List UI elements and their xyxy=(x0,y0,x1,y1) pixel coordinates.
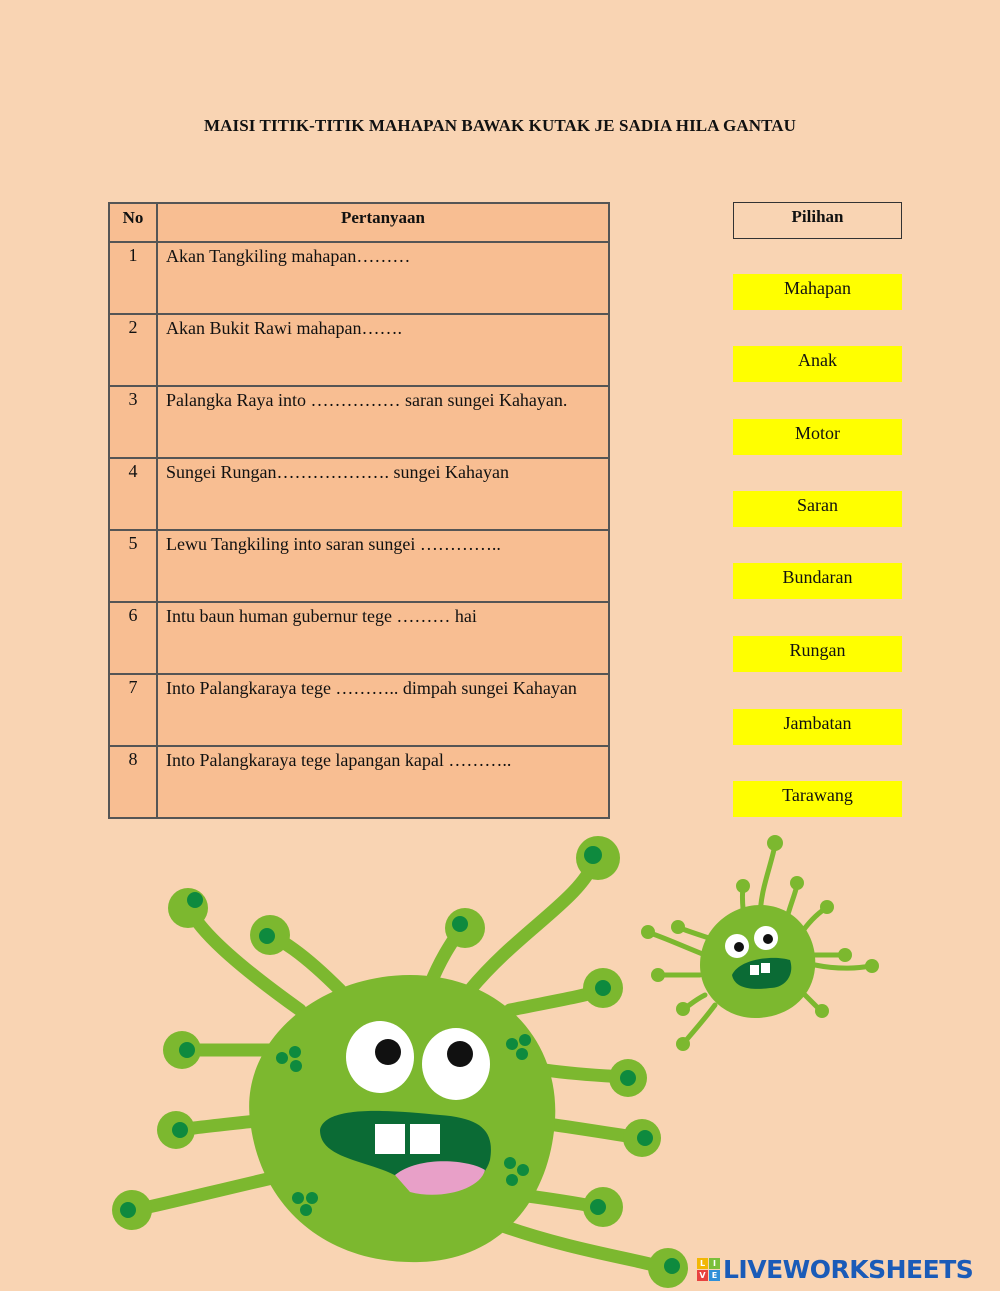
question-text: Into Palangkaraya tege ……….. dimpah sungei Kahayan xyxy=(157,674,609,746)
logo-mark-icon: L I V E xyxy=(697,1258,720,1281)
table-row xyxy=(109,746,609,818)
table-row xyxy=(109,242,609,314)
table-row xyxy=(109,314,609,386)
table-row xyxy=(109,674,609,746)
choice-jambatan[interactable]: Jambatan xyxy=(733,709,902,745)
choice-rungan[interactable]: Rungan xyxy=(733,636,902,672)
table-header-row xyxy=(109,203,609,242)
row-number: 3 xyxy=(109,386,157,458)
worksheet-title: MAISI TITIK-TITIK MAHAPAN BAWAK KUTAK JE SADIA HILA GANTAU xyxy=(203,116,797,135)
choice-anak[interactable]: Anak xyxy=(733,346,902,382)
row-number: 1 xyxy=(109,242,157,314)
question-text: Akan Tangkiling mahapan……… xyxy=(157,242,609,314)
choice-saran[interactable]: Saran xyxy=(733,491,902,527)
row-number: 2 xyxy=(109,314,157,386)
questions-table xyxy=(108,202,610,819)
microbe-illustration xyxy=(0,820,1000,1291)
question-text: Sungei Rungan………………. sungei Kahayan xyxy=(157,458,609,530)
table-row xyxy=(109,530,609,602)
choice-motor[interactable]: Motor xyxy=(733,419,902,455)
row-number: 4 xyxy=(109,458,157,530)
choice-bundaran[interactable]: Bundaran xyxy=(733,563,902,599)
table-row xyxy=(109,602,609,674)
question-text: Into Palangkaraya tege lapangan kapal ……….. xyxy=(157,746,609,818)
choice-mahapan[interactable]: Mahapan xyxy=(733,274,902,310)
choices-header: Pilihan xyxy=(733,202,902,239)
row-number: 8 xyxy=(109,746,157,818)
question-text: Akan Bukit Rawi mahapan……. xyxy=(157,314,609,386)
question-text: Lewu Tangkiling into saran sungei ………….. xyxy=(157,530,609,602)
row-number: 6 xyxy=(109,602,157,674)
table-row xyxy=(109,386,609,458)
choice-tarawang[interactable]: Tarawang xyxy=(733,781,902,817)
row-number: 5 xyxy=(109,530,157,602)
question-text: Intu baun human gubernur tege ……… hai xyxy=(157,602,609,674)
logo-text: LIVEWORKSHEETS xyxy=(723,1254,974,1284)
liveworksheets-logo xyxy=(697,1254,973,1284)
header-no: No xyxy=(109,203,157,242)
question-text: Palangka Raya into …………… saran sungei Kahayan. xyxy=(157,386,609,458)
header-question: Pertanyaan xyxy=(157,203,609,242)
table-row xyxy=(109,458,609,530)
row-number: 7 xyxy=(109,674,157,746)
